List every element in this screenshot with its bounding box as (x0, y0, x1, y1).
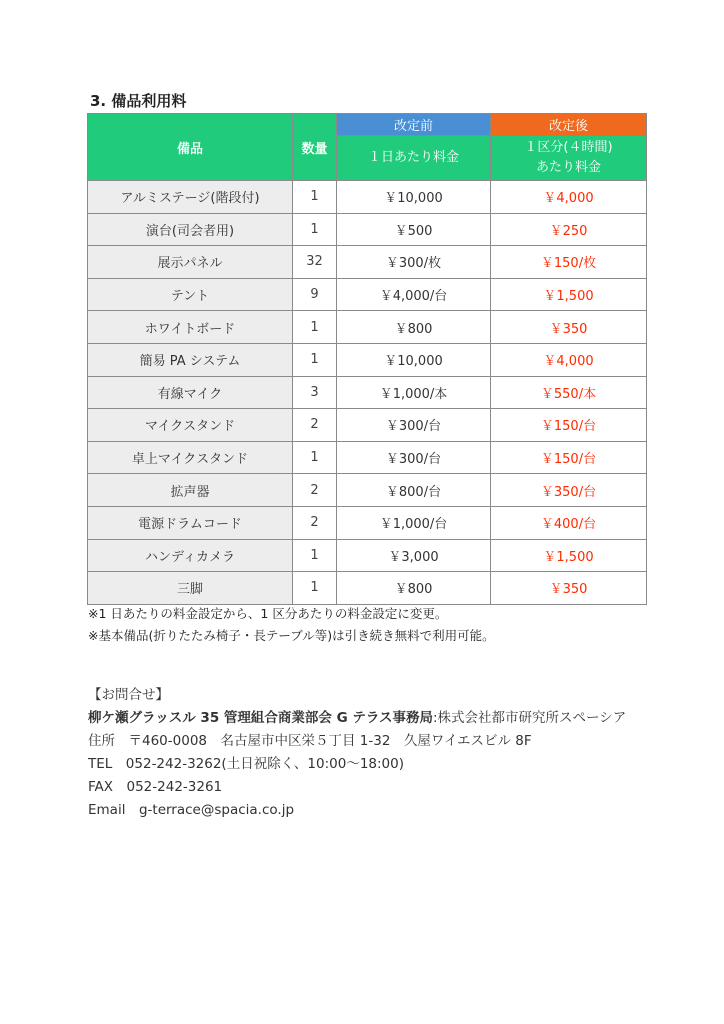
table-row (88, 311, 647, 344)
table-body (88, 181, 647, 605)
cell-price-after: ￥350/台 (491, 474, 647, 507)
cell-qty: 3 (293, 376, 337, 409)
cell-item: マイクスタンド (88, 409, 293, 442)
cell-price-after: ￥150/台 (491, 441, 647, 474)
contact-email: Email g-terrace@spacia.co.jp (88, 802, 295, 818)
cell-price-before: ￥1,000/本 (337, 376, 491, 409)
cell-price-after: ￥150/台 (491, 409, 647, 442)
cell-price-after: ￥350 (491, 572, 647, 605)
cell-price-after: ￥1,500 (491, 278, 647, 311)
note-line: ※基本備品(折りたたみ椅子・長テーブル等)は引き続き無料で利用可能。 (88, 628, 495, 643)
cell-price-after: ￥400/台 (491, 506, 647, 539)
note-line: ※1 日あたりの料金設定から、1 区分あたりの料金設定に変更。 (88, 606, 448, 621)
cell-price-after: ￥250 (491, 213, 647, 246)
table-row (88, 213, 647, 246)
cell-item: テント (88, 278, 293, 311)
table-row (88, 539, 647, 572)
contact-tel: TEL 052-242-3262(土日祝除く、10:00～18:00) (88, 756, 405, 772)
table-row (88, 506, 647, 539)
table-row (88, 376, 647, 409)
cell-item: 簡易 PA システム (88, 343, 293, 376)
cell-price-before: ￥800 (337, 572, 491, 605)
cell-price-before: ￥300/台 (337, 441, 491, 474)
cell-item: ホワイトボード (88, 311, 293, 344)
table-row (88, 246, 647, 279)
cell-price-before: ￥800 (337, 311, 491, 344)
cell-price-before: ￥3,000 (337, 539, 491, 572)
cell-price-after: ￥1,500 (491, 539, 647, 572)
table-row (88, 474, 647, 507)
contact-org-company: :株式会社都市研究所スペーシア (433, 710, 627, 726)
cell-qty: 1 (293, 181, 337, 214)
contact-org-name: 柳ケ瀬グラッスル 35 管理組合商業部会 G テラス事務局 (88, 710, 433, 726)
table-row (88, 409, 647, 442)
cell-item: ハンディカメラ (88, 539, 293, 572)
table-row (88, 343, 647, 376)
cell-item: 演台(司会者用) (88, 213, 293, 246)
header-item: 備品 (88, 114, 293, 181)
cell-qty: 2 (293, 474, 337, 507)
contact-address: 住所 〒460-0008 名古屋市中区栄５丁目 1-32 久屋ワイエスビル 8F (88, 733, 532, 749)
header-after-sub-line1: １区分(４時間) (524, 140, 613, 155)
cell-price-before: ￥4,000/台 (337, 278, 491, 311)
contact-fax: FAX 052-242-3261 (88, 779, 223, 795)
cell-price-before: ￥300/枚 (337, 246, 491, 279)
cell-price-after: ￥4,000 (491, 343, 647, 376)
cell-item: 拡声器 (88, 474, 293, 507)
header-after-sub (491, 136, 647, 181)
table-row (88, 572, 647, 605)
cell-price-before: ￥1,000/台 (337, 506, 491, 539)
cell-price-after: ￥550/本 (491, 376, 647, 409)
section-title: 3. 備品利用料 (90, 92, 187, 110)
cell-price-after: ￥4,000 (491, 181, 647, 214)
cell-qty: 2 (293, 409, 337, 442)
cell-qty: 1 (293, 572, 337, 605)
cell-price-before: ￥500 (337, 213, 491, 246)
contact-heading: 【お問合せ】 (88, 687, 169, 703)
cell-item: 電源ドラムコード (88, 506, 293, 539)
cell-item: 卓上マイクスタンド (88, 441, 293, 474)
cell-price-before: ￥10,000 (337, 181, 491, 214)
cell-qty: 1 (293, 441, 337, 474)
cell-price-before: ￥300/台 (337, 409, 491, 442)
table-row (88, 441, 647, 474)
cell-price-after: ￥350 (491, 311, 647, 344)
contact-org (88, 707, 626, 730)
cell-price-before: ￥10,000 (337, 343, 491, 376)
header-qty: 数量 (293, 114, 337, 181)
cell-qty: 32 (293, 246, 337, 279)
cell-price-before: ￥800/台 (337, 474, 491, 507)
cell-item: 有線マイク (88, 376, 293, 409)
header-before: 改定前 (337, 114, 491, 136)
header-after-sub-line2: あたり料金 (535, 160, 601, 175)
header-after: 改定後 (491, 114, 647, 136)
cell-qty: 1 (293, 539, 337, 572)
cell-qty: 2 (293, 506, 337, 539)
cell-qty: 1 (293, 343, 337, 376)
cell-item: 三脚 (88, 572, 293, 605)
cell-qty: 1 (293, 213, 337, 246)
cell-qty: 1 (293, 311, 337, 344)
equipment-rate-table (87, 113, 647, 605)
table-row (88, 278, 647, 311)
cell-price-after: ￥150/枚 (491, 246, 647, 279)
table-row (88, 181, 647, 214)
cell-qty: 9 (293, 278, 337, 311)
contact-block (88, 684, 626, 822)
header-before-sub: １日あたり料金 (337, 136, 491, 181)
notes (88, 603, 495, 647)
cell-item: 展示パネル (88, 246, 293, 279)
cell-item: アルミステージ(階段付) (88, 181, 293, 214)
